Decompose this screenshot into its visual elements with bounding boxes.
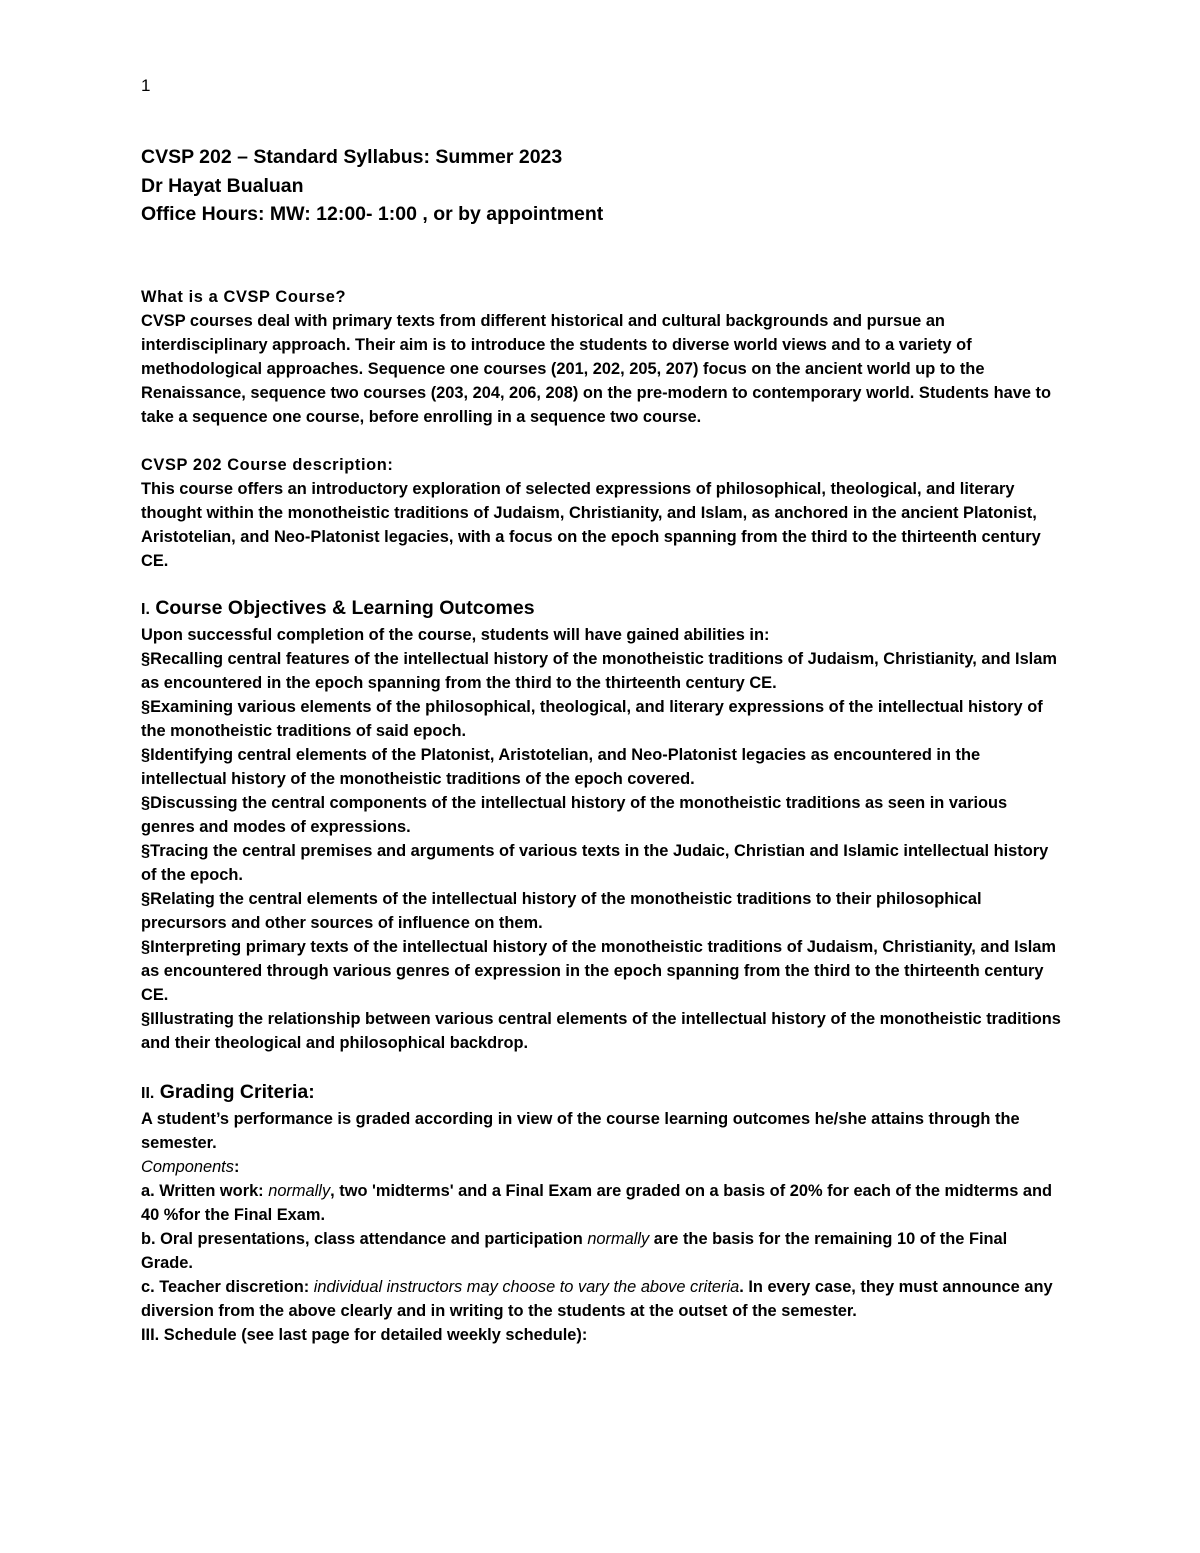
objectives-title: Course Objectives & Learning Outcomes xyxy=(155,596,535,619)
component-c-prefix: c. Teacher discretion: xyxy=(141,1277,314,1296)
instructor-name: Dr Hayat Bualuan xyxy=(141,174,304,197)
objective-item: §Tracing the central premises and arguments of various texts in the Judaic, Christian and Islamic intellectual history of the epoch. xyxy=(141,841,1049,884)
objective-item: §Identifying central elements of the Platonist, Aristotelian, and Neo-Platonist legacies as encountered in the intellectual history of the monotheistic traditions of the epoch covered. xyxy=(141,745,981,788)
component-c-italic: individual instructors may choose to vary the above criteria xyxy=(313,1277,740,1296)
objective-item: §Interpreting primary texts of the intellectual history of the monotheistic traditions of Judaism, Christianity, and Islam as encountered through various genres of expression in the epoch spanning from the third to the thirteenth century CE. xyxy=(141,937,1056,1004)
description-heading: CVSP 202 Course description: xyxy=(141,455,394,474)
grading-component-c xyxy=(141,1275,1061,1323)
document-body xyxy=(141,143,1061,1347)
schedule-line: III. Schedule (see last page for detailed weekly schedule): xyxy=(141,1325,588,1344)
grading-heading xyxy=(141,1079,1061,1107)
grading-title: Grading Criteria: xyxy=(159,1080,315,1103)
objectives-intro: Upon successful completion of the course, students will have gained abilities in: xyxy=(141,625,770,644)
grading-roman: II. xyxy=(141,1084,155,1102)
what-is-heading: What is a CVSP Course? xyxy=(141,287,347,306)
component-a-rest: , two 'midterms' and a Final Exam are graded on a basis of 20% for each of the midterms and 40 %for the Final Exam. xyxy=(141,1181,1053,1224)
objective-item: §Illustrating the relationship between various central elements of the intellectual history of the monotheistic traditions and their theological and philosophical backdrop. xyxy=(141,1009,1061,1052)
components-label xyxy=(141,1155,1061,1179)
objective-item: §Recalling central features of the intellectual history of the monotheistic traditions of Judaism, Christianity, and Islam as encountered in the epoch spanning from the third to the thirteenth century CE. xyxy=(141,649,1057,692)
objectives-roman: I. xyxy=(141,600,150,618)
objectives-heading xyxy=(141,595,1061,623)
objective-item: §Discussing the central components of the intellectual history of the monotheistic traditions as seen in various genres and modes of expressions. xyxy=(141,793,1008,836)
grading-intro: A student’s performance is graded according in view of the course learning outcomes he/she attains through the semester. xyxy=(141,1109,1020,1152)
components-label-text: Components xyxy=(141,1157,234,1176)
component-b-prefix: b. Oral presentations, class attendance and participation xyxy=(141,1229,588,1248)
grading-component-b xyxy=(141,1227,1061,1275)
description-body: This course offers an introductory exploration of selected expressions of philosophical, theological, and literary thought within the monotheistic traditions of Judaism, Christianity, and Islam, as anchored in the ancient Platonist, Aristotelian, and Neo-Platonist legacies, with a focus on the epoch spanning from the third to the thirteenth century CE. xyxy=(141,479,1041,570)
grading-component-a xyxy=(141,1179,1061,1227)
what-is-body: CVSP courses deal with primary texts from different historical and cultural backgrounds and pursue an interdisciplinary approach. Their aim is to introduce the students to diverse world views and to a variety of methodological approaches. Sequence one courses (201, 202, 205, 207) focus on the ancient world up to the Renaissance, sequence two courses (203, 204, 206, 208) on the pre-modern to contemporary world. Students have to take a sequence one course, before enrolling in a sequence two course. xyxy=(141,311,1051,426)
component-a-prefix: a. Written work: xyxy=(141,1181,269,1200)
objective-item: §Examining various elements of the philosophical, theological, and literary expressions of the intellectual history of the monotheistic traditions of said epoch. xyxy=(141,697,1043,740)
page-number: 1 xyxy=(141,76,151,95)
objective-item: §Relating the central elements of the intellectual history of the monotheistic traditions to their philosophical precursors and other sources of influence on them. xyxy=(141,889,982,932)
component-b-rest: are the basis for the remaining 10 of the Final Grade. xyxy=(141,1229,1008,1272)
component-b-italic: normally xyxy=(587,1229,650,1248)
component-c-rest: . In every case, they must announce any diversion from the above clearly and in writing to the students at the outset of the semester. xyxy=(141,1277,1053,1320)
course-title: CVSP 202 – Standard Syllabus: Summer 2023 xyxy=(141,146,563,168)
office-hours: Office Hours: MW: 12:00- 1:00 , or by appointment xyxy=(141,203,604,225)
component-a-italic: normally xyxy=(268,1181,331,1200)
components-colon: : xyxy=(233,1157,240,1176)
